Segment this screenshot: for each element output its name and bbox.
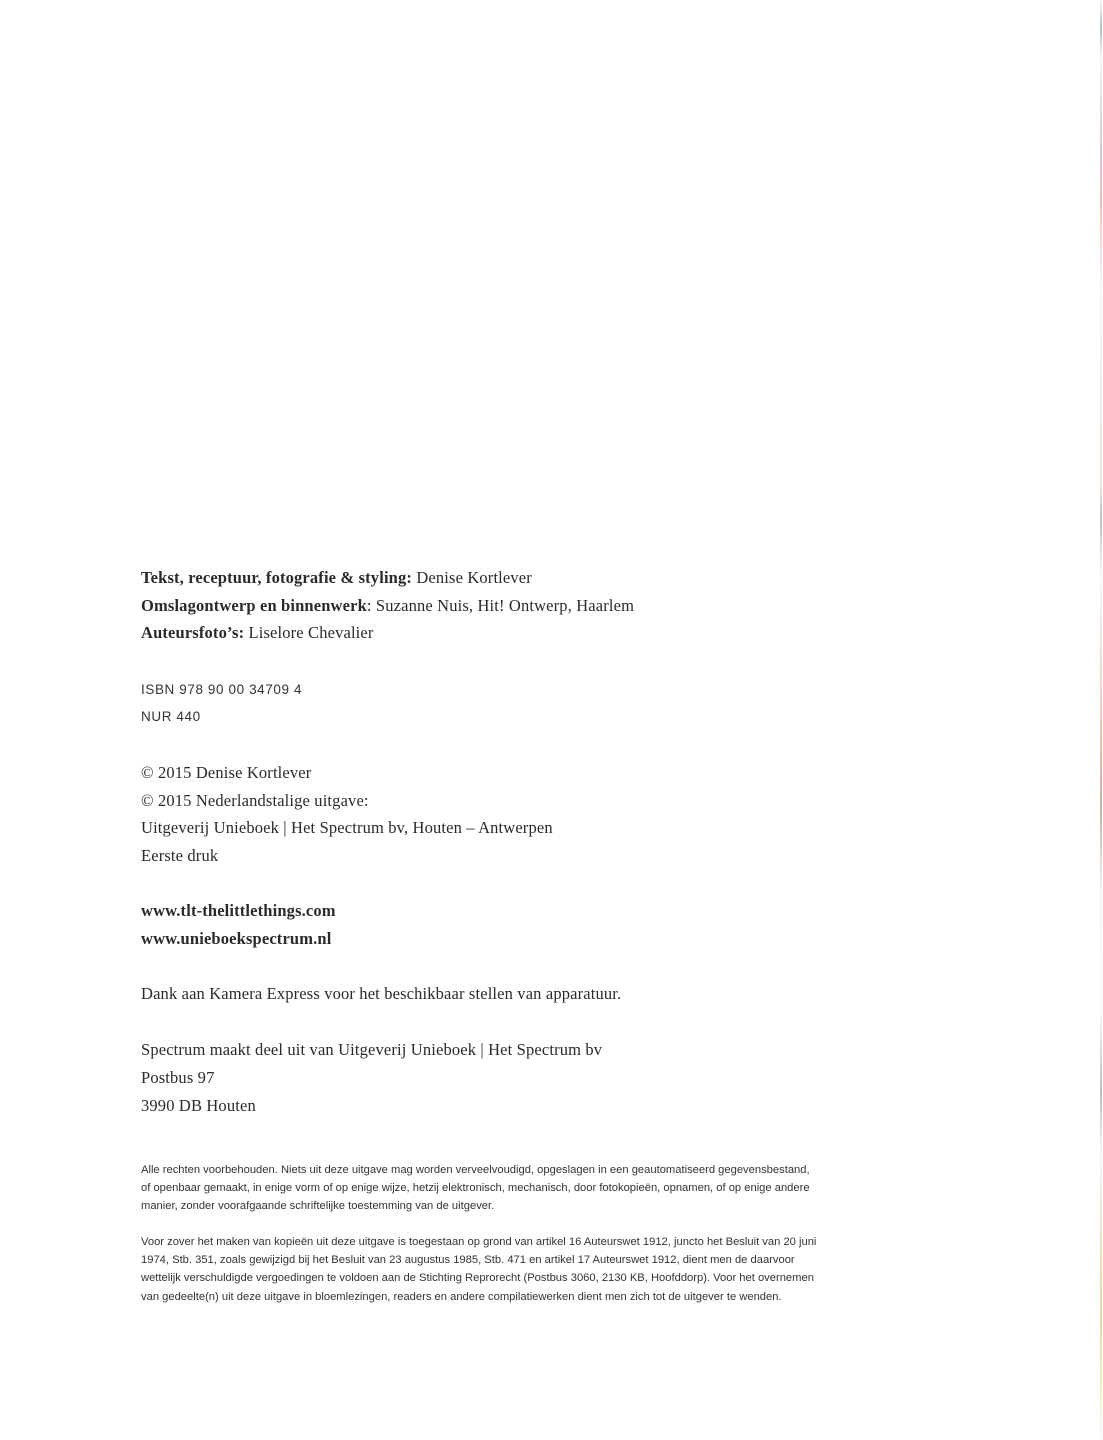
website-link-tlt[interactable]: www.tlt-thelittlethings.com	[141, 901, 336, 920]
page-edge-strip	[1100, 0, 1102, 1440]
copyright-dutch-edition: © 2015 Nederlandstalige uitgave:	[141, 791, 369, 810]
rights-reserved-notice: Alle rechten voorbehouden. Niets uit deze uitgave mag worden verveelvoudigd, opgeslagen in een geautomatiseerd gegevensbestand, of openbaar gemaakt, in enige vorm of op enige wijze, hetzij elektronisch, mechanisch, door fotokopieën, opnamen, of op enige andere manier, zonder voorafgaande schriftelijke toestemming van de uitgever.	[141, 1164, 810, 1213]
credit-label: Auteursfoto’s:	[141, 623, 245, 642]
publisher-line: Uitgeverij Unieboek | Het Spectrum bv, Houten – Antwerpen	[141, 818, 553, 837]
isbn: ISBN 978 90 00 34709 4	[141, 682, 303, 697]
nur-code: NUR 440	[141, 709, 201, 724]
edition-line: Eerste druk	[141, 846, 219, 865]
copyright-author: © 2015 Denise Kortlever	[141, 763, 312, 782]
publisher-address-postbus: Postbus 97	[141, 1068, 215, 1087]
credit-label: Omslagontwerp en binnenwerk	[141, 596, 367, 615]
credit-author-photos	[141, 623, 374, 643]
reprorecht-notice: Voor zover het maken van kopieën uit deze uitgave is toegestaan op grond van artikel 16 Auteurswet 1912, juncto het Besluit van 20 juni 1974, Stb. 351, zoals gewijzigd bij het Besluit van 23 augustus 1985, Stb. 471 en artikel 17 Auteurswet 1912, dient men de daarvoor wettelijk verschuldigde vergoedingen te voldoen aan de Stichting Reprorecht (Postbus 3060, 2130 KB, Hoofddorp). Voor het overnemen van gedeelte(n) uit deze uitgave in bloemlezingen, readers en andere compilatiewerken dient men zich tot de uitgever te wenden.	[141, 1236, 817, 1303]
acknowledgement: Dank aan Kamera Express voor het beschikbaar stellen van apparatuur.	[141, 984, 622, 1003]
website-link-unieboek[interactable]: www.unieboekspectrum.nl	[141, 929, 332, 948]
credit-value: : Suzanne Nuis, Hit! Ontwerp, Haarlem	[366, 596, 635, 615]
credit-text-photography	[141, 568, 532, 588]
publisher-address-city: 3990 DB Houten	[141, 1096, 256, 1115]
credit-design	[141, 596, 634, 616]
publisher-address-line: Spectrum maakt deel uit van Uitgeverij Unieboek | Het Spectrum bv	[141, 1040, 603, 1059]
credit-label: Tekst, receptuur, fotografie & styling:	[141, 568, 413, 587]
credit-value: Liselore Chevalier	[244, 623, 374, 642]
credit-value: Denise Kortlever	[412, 568, 532, 587]
